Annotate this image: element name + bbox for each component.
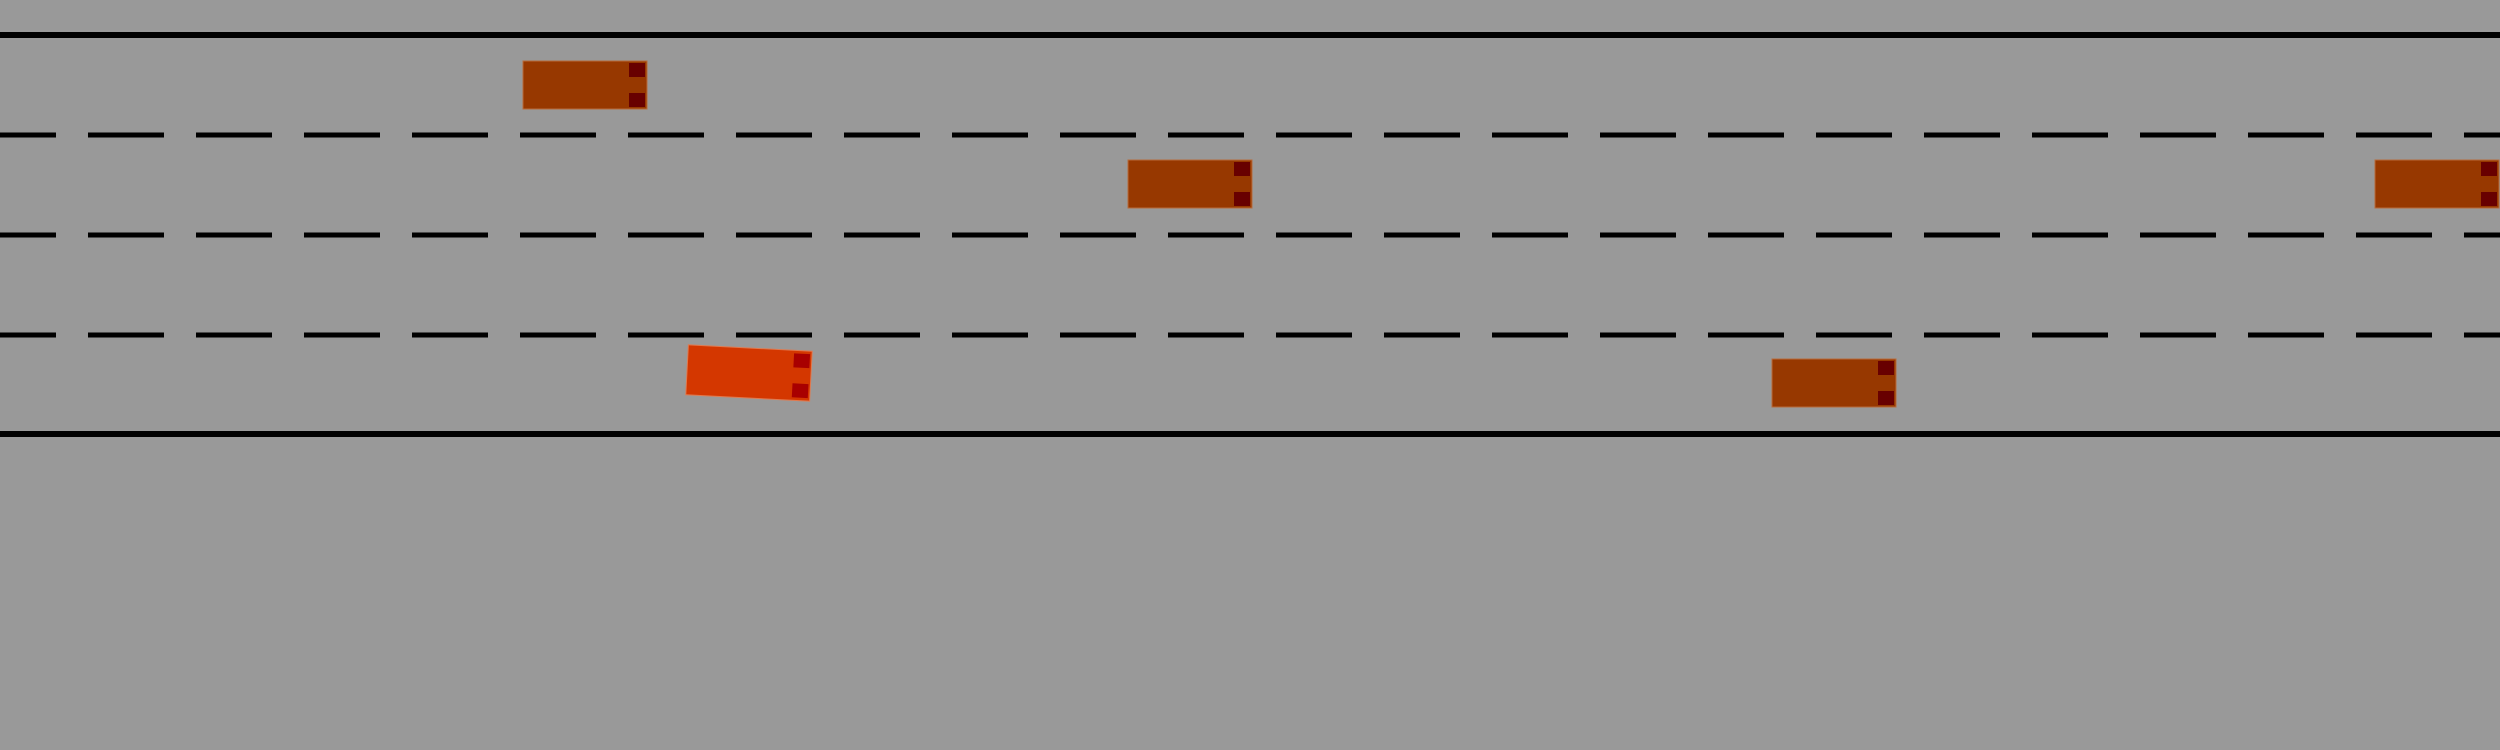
vehicle-1 bbox=[523, 61, 647, 109]
vehicle-body bbox=[1128, 160, 1252, 208]
vehicle-body bbox=[1772, 359, 1896, 407]
vehicle-light-top bbox=[1878, 361, 1894, 375]
vehicle-light-top bbox=[629, 63, 645, 77]
ego-vehicle-light-bottom bbox=[792, 383, 809, 398]
vehicle-light-top bbox=[2481, 162, 2497, 176]
vehicle-2 bbox=[1128, 160, 1252, 208]
ego-vehicle bbox=[686, 345, 812, 401]
vehicle-light-bottom bbox=[1234, 192, 1250, 206]
vehicle-4 bbox=[1772, 359, 1896, 407]
vehicle-light-top bbox=[1234, 162, 1250, 176]
vehicle-body bbox=[2375, 160, 2499, 208]
ego-vehicle-light-top bbox=[793, 353, 810, 368]
vehicle-body bbox=[523, 61, 647, 109]
vehicle-light-bottom bbox=[1878, 391, 1894, 405]
vehicle-3 bbox=[2375, 160, 2499, 208]
vehicle-light-bottom bbox=[2481, 192, 2497, 206]
vehicle-light-bottom bbox=[629, 93, 645, 107]
